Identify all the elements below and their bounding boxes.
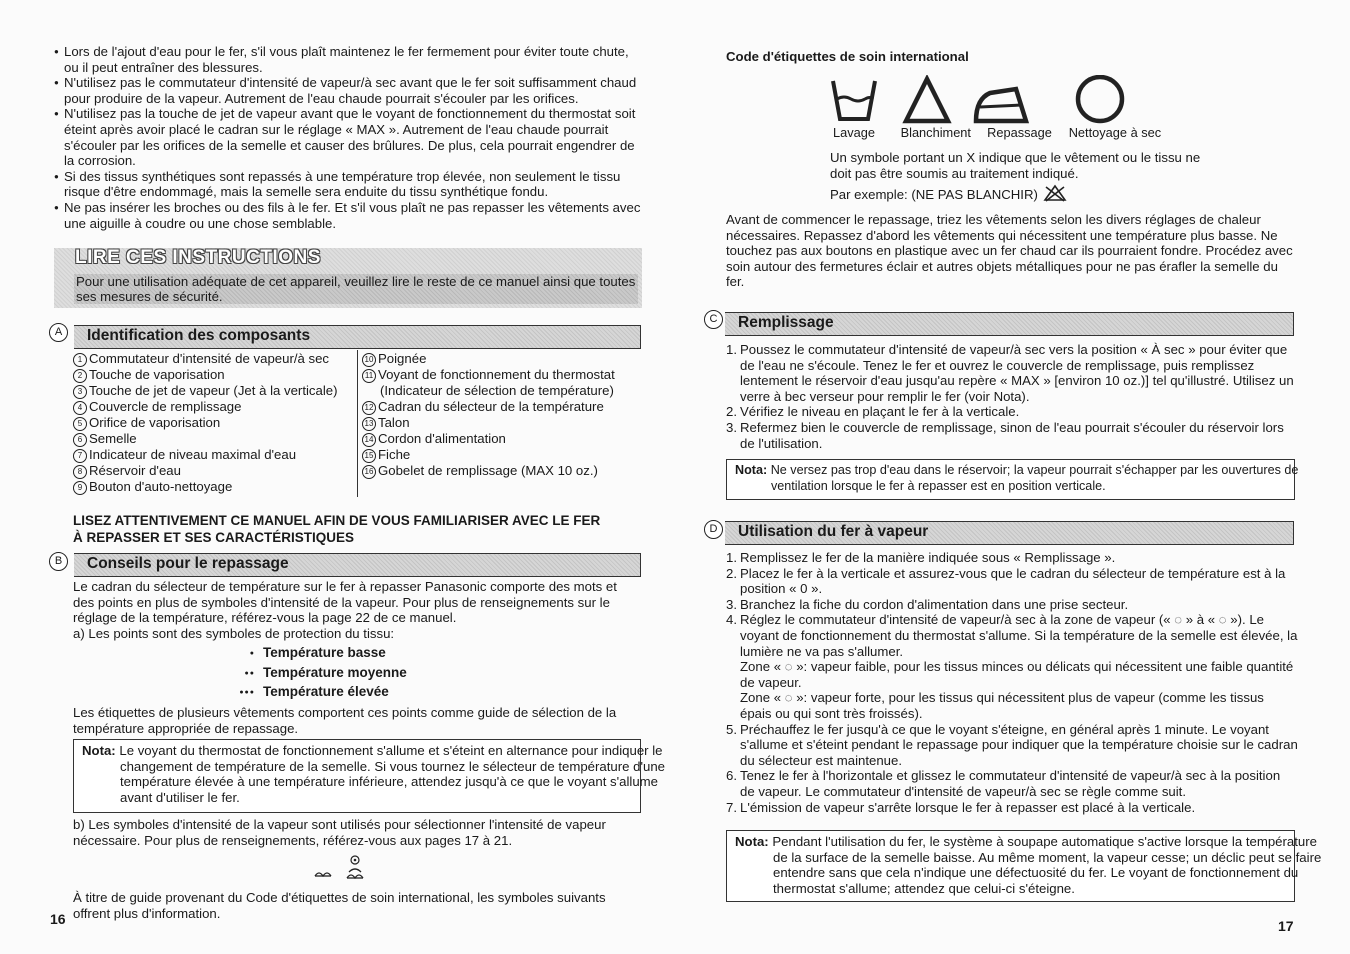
component-item: 4 Couvercle de remplissage [73, 399, 355, 415]
page-number-right: 17 [1278, 918, 1294, 934]
step-item: 4. Réglez le commutateur d'intensité de vapeur/à sec à la zone de vapeur (« ◌ » à « ◌ »). Le voyant de fonctionnement du thermostat s'allume. Si la température de la semelle est élevée, la lumière ne va pas s'allumer. [726, 612, 1298, 659]
component-item: 2 Touche de vaporisation [73, 367, 355, 383]
component-item: 16 Gobelet de remplissage (MAX 10 oz.) [362, 463, 642, 479]
components-list-col1 [73, 351, 355, 495]
component-item: 11 Voyant de fonctionnement du thermostat [362, 367, 642, 383]
component-item: 12 Cadran du sélecteur de la température [362, 399, 642, 415]
component-item: 15 Fiche [362, 447, 642, 463]
component-item: 8 Réservoir d'eau [73, 463, 355, 479]
nota-box-d: Nota: Pendant l'utilisation du fer, le système à soupape automatique s'active lorsque la température de la surface de la semelle baisse. Au même moment, la vapeur cesse; un déclic peut se faire entendre sans que cela n'indique une défectuosité du fer. Le voyant de fonctionnement du thermostat s'allume; attendez que celui-ci s'éteigne. [726, 830, 1295, 902]
caption-bleach: Blanchiment [900, 125, 971, 140]
care-example: Par exemple: (NE PAS BLANCHIR) [830, 184, 1068, 203]
steam-use-steps [726, 550, 1298, 815]
steam-intensity-icon [313, 852, 373, 884]
section-b-title: Conseils pour le repassage [87, 555, 289, 572]
banner-title: LIRE CES INSTRUCTIONS [75, 247, 321, 268]
safety-bullet: ● N'utilisez pas le commutateur d'intensité de vapeur/à sec avant que le fer soit suffisamment chaud pour produire de la vapeur. Autrement de l'eau chaude pourrait s'écouler par les orifices. [54, 75, 644, 106]
care-label-symbols [830, 75, 1140, 125]
section-b-marker: B [49, 552, 68, 571]
temp-medium: ●● Température moyenne [244, 664, 407, 680]
component-item: 3 Touche de jet de vapeur (Jet à la verticale) [73, 383, 355, 399]
step-item: 3. Branchez la fiche du cordon d'alimentation dans une prise secteur. [726, 596, 1129, 612]
step-item: 1. Remplissez le fer de la manière indiquée sous « Remplissage ». [726, 550, 1116, 565]
step-item: 7. L'émission de vapeur s'arrête lorsque le fer à repasser est placé à la verticale. [726, 799, 1196, 815]
step-item: 6. Tenez le fer à l'horizontale et glissez le commutateur d'intensité de vapeur/à sec à la position de vapeur. Le commutateur d'intensité de vapeur/à sec se règle comme suit. [726, 768, 1281, 799]
section-a-marker: A [49, 323, 68, 342]
section-a-header [74, 325, 641, 349]
component-item: 6 Semelle [73, 431, 355, 447]
component-item: 7 Indicateur de niveau maximal d'eau [73, 447, 355, 463]
iron-icon [976, 89, 1026, 121]
component-item: 5 Orifice de vaporisation [73, 415, 355, 431]
section-d-title: Utilisation du fer à vapeur [738, 523, 929, 540]
component-item: 9 Bouton d'auto-nettoyage [73, 479, 355, 495]
dial-paragraph: Le cadran du sélecteur de température sur le fer à repasser Panasonic comporte des mots et des points en plus de symboles d'intensité de la vapeur. Pour plus de renseignements sur le réglage de la température, référez-vous la page 22 de ce manuel. [73, 579, 617, 626]
step-item: 3. Refermez bien le couvercle de remplissage, sinon de l'eau pourrait s'écouler du réservoir lors de l'utilisation. [726, 419, 1284, 451]
filling-steps [726, 342, 1298, 451]
banner-text: Pour une utilisation adéquate de cet appareil, veuillez lire le reste de ce manuel ainsi que toutes ses mesures de sécurité. [74, 274, 638, 304]
bleach-icon [906, 79, 948, 121]
guide-paragraph: À titre de guide provenant du Code d'étiquettes de soin international, les symboles suivants offrent plus d'information. [73, 890, 606, 921]
labels-paragraph: Les étiquettes de plusieurs vêtements comportent ces points comme guide de sélection de la température appropriée de repassage. [73, 705, 617, 736]
safety-bullet: ● Ne pas insérer les broches ou des fils à le fer. Et s'il vous plaît ne pas repasser les vêtements avec une aiguille à coudre ou une chose semblable. [54, 200, 644, 231]
no-bleach-icon [1042, 184, 1068, 202]
section-d-marker: D [704, 520, 723, 539]
temp-high: ●●● Température élevée [239, 684, 389, 699]
column-divider [357, 350, 358, 497]
section-c-title: Remplissage [738, 314, 834, 331]
section-d-header [725, 521, 1294, 545]
section-a-title: Identification des composants [87, 327, 311, 344]
safety-bullet: ● N'utilisez pas la touche de jet de vapeur avant que le voyant de fonctionnement du thermostat soit éteint après avoir placé le cadran sur le réglage « MAX ». Autrement de l'eau chaude pourrait s'écouler par les orifices de la semelle et causer des brûlures. De plus, cela pourrait engendrer de la corrosion. [54, 106, 644, 168]
zone-item: Zone « ◌ »: vapeur forte, pour les tissus qui nécessitent plus de vapeur (comme les tissus épais ou qui sont très froissés). [740, 690, 1264, 721]
step-item: 2. Placez le fer à la verticale et assurez-vous que le cadran du sélecteur de température est à la position « 0 ». [726, 565, 1286, 597]
component-item: (Indicateur de sélection de température) [380, 383, 614, 398]
caption-iron: Repassage [987, 125, 1052, 140]
step-item: 2. Vérifiez le niveau en plaçant le fer à la verticale. [726, 404, 1020, 420]
care-label-captions [833, 125, 1161, 141]
caption-wash: Lavage [833, 125, 875, 140]
component-item: 14 Cordon d'alimentation [362, 431, 642, 447]
zone-item: Zone « ◌ »: vapeur faible, pour les tissus minces ou délicats qui nécessitent une faible quantité de vapeur. [740, 659, 1294, 690]
page-number-left: 16 [50, 911, 66, 927]
step-item: 1. Poussez le commutateur d'intensité de vapeur/à sec vers la position « À sec » pour éviter que de l'eau ne s'écoule. Tenez le fer et ouvrez le couvercle de remplissage, puis remplissez lentement le réservoir d'eau jusqu'au repère « MAX » [environ 10 oz.)] tel qu'illustré. Utilisez un verre à bec verseur pour remplir le fer (voir Nota). [726, 342, 1294, 404]
dry-clean-icon [1078, 77, 1122, 121]
intro-paragraph: Avant de commencer le repassage, triez les vêtements selon les divers réglages de chaleur nécessaires. Repassez d'abord les vêtements qui nécessitent une température plus basse. Ne touchez pas aux boutons en plastique avec un fer chaud car ils pourraient fondre. Procédez avec soin autour des fermetures éclair et autres objets métalliques pour ne pas érafler la semelle du fer. [726, 212, 1293, 290]
nota-box-b: Nota: Le voyant du thermostat de fonctionnement s'allume et s'éteint en alternance pour indiquer le changement de température de la semelle. Si vous tournez le sélecteur de température d'une température élevée à une température inférieure, attendez jusqu'à ce que le voyant s'allume avant d'utiliser le fer. [73, 739, 641, 813]
component-item: 13 Talon [362, 415, 642, 431]
care-code-title: Code d'étiquettes de soin international [726, 49, 969, 64]
safety-bullet: ● Si des tissus synthétiques sont repassés à une température trop élevée, non seulement le tissu risque d'être endommagé, mais la semelle sera enduite du tissu synthétique fondu. [54, 169, 644, 200]
dots-intro: a) Les points sont des symboles de protection du tissu: [73, 626, 395, 641]
left-page-safety-bullets [54, 44, 644, 231]
familiarize-heading: LISEZ ATTENTIVEMENT CE MANUEL AFIN DE VOUS FAMILIARISER AVEC LE FER À REPASSER ET SES CARACTÉRISTIQUES [73, 513, 601, 545]
safety-bullet: ● Lors de l'ajout d'eau pour le fer, s'il vous plaît maintenez le fer fermement pour éviter toute chute, ou il peut entraîner des blessures. [54, 44, 644, 75]
section-c-header [725, 312, 1294, 336]
section-c-marker: C [704, 310, 723, 329]
component-item: 1 Commutateur d'intensité de vapeur/à sec [73, 351, 355, 367]
components-list-col2 [362, 351, 642, 479]
step-item: 5. Préchauffez le fer jusqu'à ce que le voyant s'éteigne, en général après 1 minute. Le voyant s'allume et s'éteint pendant le repassage pour indiquer que la température choisie sur le cadran du sélecteur est maintenue. [726, 721, 1298, 768]
temp-low: ● Température basse [249, 645, 386, 660]
section-b-header [74, 553, 641, 577]
wash-icon [833, 81, 875, 119]
steam-symbols-paragraph: b) Les symboles d'intensité de la vapeur sont utilisés pour sélectionner l'intensité de vapeur nécessaire. Pour plus de renseignements, référez-vous aux pages 17 à 21. [73, 817, 606, 848]
component-item: 10 Poignée [362, 351, 642, 367]
caption-dry-clean: Nettoyage à sec [1068, 125, 1162, 140]
temperature-levels [233, 644, 407, 703]
nota-box-c: Nota: Ne versez pas trop d'eau dans le réservoir; la vapeur pourrait s'échapper par les ouvertures de ventilation lorsque le fer à repasser est en position verticale. [726, 459, 1295, 500]
care-x-paragraph: Un symbole portant un X indique que le vêtement ou le tissu ne doit pas être soumis au traitement indiqué. [830, 150, 1201, 181]
